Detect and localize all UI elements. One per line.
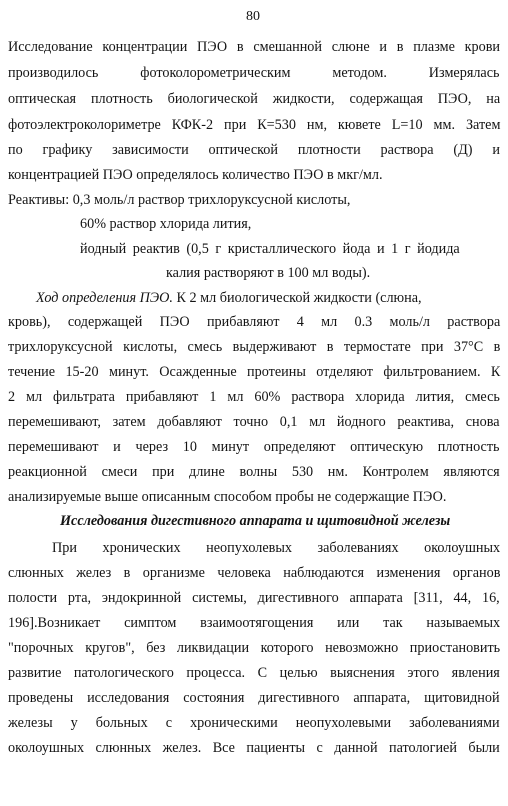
text-line: йодный реактив (0,5 г кристаллического йода и 1 г йодида [80,241,460,257]
text-line: При хронических неопухолевых заболеваниях околоушных [52,540,501,556]
text-line: околоушных слюнных желез. Все пациенты с данной патологией были [8,740,500,756]
text-run: К 2 мл биологической жидкости (слюна, [172,290,422,306]
text-line: анализируемые выше описанным способом пробы не содержащие ПЭО. [8,489,447,505]
text-line: проведены исследования состояния дигестивного аппарата, щитовидной [8,690,500,706]
text-line: развитие патологического процесса. С целью выяснения этого явления [8,665,500,681]
text-line: 196].Возникает симптом взаимоотягощения или так называемых [8,615,501,631]
text-line: по графику зависимости оптической плотности раствора (Д) и [8,142,500,158]
text-line: слюнных желез в организме человека наблюдаются изменения органов [8,565,501,581]
text-line: калия растворяют в 100 мл воды). [166,265,371,281]
text-line: реакционной смеси при длине волны 530 нм. Контролем являются [8,464,500,480]
text-line: 2 мл фильтрата прибавляют 1 мл 60% раствора хлорида лития, смесь [8,389,500,405]
page-number: 80 [246,9,260,24]
text-line: полости рта, эндокринной системы, дигестивного аппарата [311, 44, 16, [8,590,500,606]
text-line: течение 15-20 минут. Осажденные протеины отделяют фильтрованием. К [8,364,501,380]
text-line: Реактивы: 0,3 моль/л раствор трихлоруксусной кислоты, [8,192,351,208]
text-line: 60% раствор хлорида лития, [80,216,252,232]
text-line: железы у больных с хроническими неопухолевыми заболеваниями [8,715,500,731]
text-line: концентрацией ПЭО определялось количество ПЭО в мкг/мл. [8,167,383,183]
text-line: Исследование концентрации ПЭО в смешанной слюне и в плазме крови [8,39,501,55]
text-line [36,289,500,307]
italic-run: Ход определения ПЭО. [36,290,173,306]
text-line: производилось фотоколорометрическим методом. Измерялась [8,65,500,81]
text-line: перемешивают и через 10 минут определяют оптическую плотность [8,439,500,455]
text-line: фотоэлектроколориметре КФК-2 при К=530 нм, кювете L=10 мм. Затем [8,117,501,133]
section-heading: Исследования дигестивного аппарата и щитовидной железы [60,513,451,529]
text-line: оптическая плотность биологической жидкости, содержащая ПЭО, на [8,91,501,107]
text-line: трихлоруксусной кислоты, смесь выдерживают в термостате при 37°С в [8,339,501,355]
text-line: кровь), содержащей ПЭО прибавляют 4 мл 0.3 моль/л раствора [8,314,501,330]
text-line: "порочных кругов", без ликвидации которого невозможно приостановить [8,640,501,656]
text-line: перемешивают, затем добавляют точно 0,1 мл йодного реактива, снова [8,414,500,430]
